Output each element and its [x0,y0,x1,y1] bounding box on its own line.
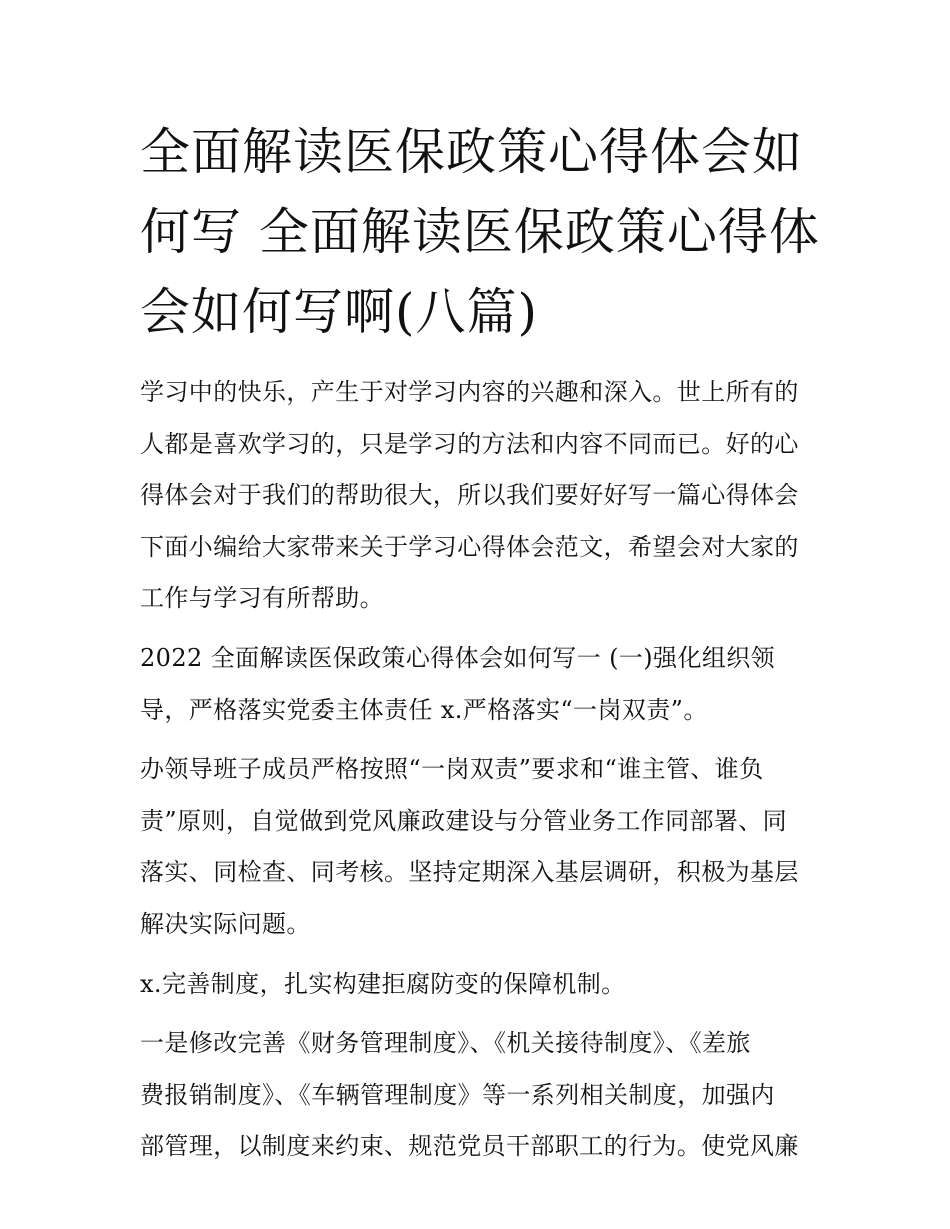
body-paragraph [140,959,818,1011]
text-line: 得体会对于我们的帮助很大，所以我们要好好写一篇心得体会 [140,481,799,510]
document-body [140,112,818,1173]
text-line: 办领导班子成员严格按照“一岗双责”要求和“谁主管、谁负 [140,755,764,784]
document-title [140,112,818,352]
title-line: 全面解读医保政策心得体会如 [140,123,803,181]
text-line: 落实、同检查、同考核。坚持定期深入基层调研，积极为基层 [140,858,799,887]
body-paragraph [140,744,818,950]
body-paragraph [140,1018,818,1173]
text-line: 人都是喜欢学习的，只是学习的方法和内容不同而已。好的心 [140,429,799,458]
text-line: 一是修改完善《财务管理制度》、《机关接待制度》、《差旅 [140,1029,751,1058]
text-line: 费报销制度》、《车辆管理制度》等一系列相关制度，加强内 [140,1080,775,1109]
text-line: 部管理，以制度来约束、规范党员干部职工的行为。使党风廉 [140,1132,799,1161]
text-line: x.完善制度，扎实构建拒腐防变的保障机制。 [140,969,626,998]
text-line: 责”原则，自觉做到党风廉政建设与分管业务工作同部署、同 [140,806,788,835]
title-line: 会如何写啊(八篇) [140,283,539,341]
text-line: 工作与学习有所帮助。 [140,584,384,613]
intro-paragraph [140,367,818,625]
text-line: 下面小编给大家带来关于学习心得体会范文，希望会对大家的 [140,532,799,561]
section-heading-paragraph [140,633,818,736]
text-line: 2022 全面解读医保政策心得体会如何写一 (一)强化组织领 [140,643,776,672]
text-line: 学习中的快乐，产生于对学习内容的兴趣和深入。世上所有的 [140,378,799,406]
text-line: 解决实际问题。 [140,909,311,938]
title-line: 何写 全面解读医保政策心得体 [140,203,820,261]
text-line: 导，严格落实党委主体责任 x.严格落实“一岗双责”。 [140,695,708,724]
